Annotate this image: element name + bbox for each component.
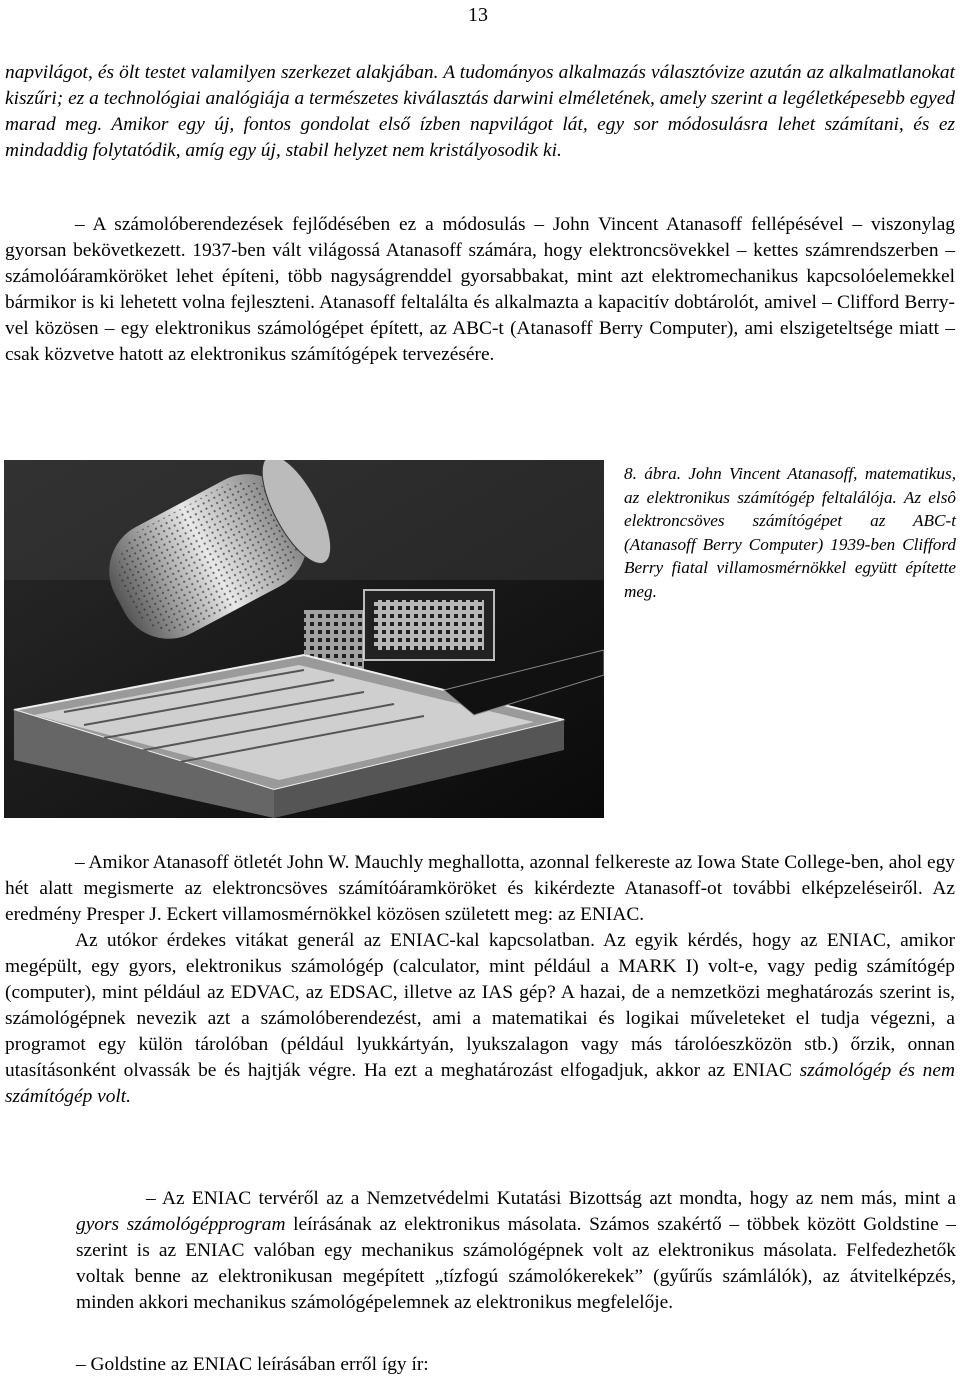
atanasoff-text: – A számolóberendezések fejlődésében ez a módosulás – John Vincent Atanasoff fellépésével – viszonylag gyorsan bekövetkezett. 1937-ben vált világossá Atanasoff számára, hogy elektroncsövekkel – kettes számrendszerben – számolóáramköröket lehet építeni, több nagyságrenddel gyorsabbakat, mint azt elektromechanikus kapcsolóelemekkel bármikor is ki lehetett volna fejleszteni. Atanasoff feltalálta és alkalmazta a kapacitív dobtárolót, amivel – Clifford Berry-vel közösen – egy elektronikus számológépet épített, az ABC-t (Atanasoff Berry Computer), ami elszigeteltsége miatt – csak közvetve hatott az elektronikus számítógépek tervezésére.	[5, 214, 955, 365]
intro-paragraph	[5, 60, 955, 164]
eniac-design-part1: – Az ENIAC tervéről az a Nemzetvédelmi Kutatási Bizottság azt mondta, hogy az nem más, mint a	[146, 1188, 956, 1209]
eniac-debate-paragraph	[5, 928, 955, 1110]
mauchly-paragraph	[5, 850, 955, 1110]
page-number: 13	[468, 4, 488, 26]
eniac-design-part2: leírásának az elektronikus másolata. Számos szakértő – többek között Goldstine – szerint is az ENIAC valóban egy mechanikus számológépnek volt az elektronikus másolata. Felfedezhetők voltak benne az elektronikusan megépített „tízfogú számolókerekek” (gyűrűs számlálók), az átvitelképzés, minden akkori mechanikus számológépelemnek az elektronikus megfelelője.	[76, 1214, 956, 1313]
goldstine-text: – Goldstine az ENIAC leírásában erről így ír:	[76, 1354, 429, 1375]
eniac-design-italic: gyors számológépprogram	[76, 1214, 286, 1235]
eniac-design-paragraph	[76, 1186, 956, 1316]
abc-computer-photo	[4, 460, 604, 818]
figure-caption	[624, 462, 956, 603]
eniac-debate-text: Az utókor érdekes vitákat generál az ENIAC-kal kapcsolatban. Az egyik kérdés, hogy az ENIAC, amikor megépült, egy gyors, elektronikus számológép (calculator, mint például a MARK I) volt-e, vagy pedig számítógép (computer), mint például az EDVAC, az EDSAC, illetve az IAS gép? A hazai, de a nemzetközi meghatározás szerint is, számológépnek nevezik azt a számolóberendezést, ami a matematikai és logikai műveleteket el tudja végezni, a programot egy külön tárolóban (például lyukkártyán, lyukszalagon vagy más tárolóeszközön stb.) őrzik, onnan utasításonként olvassák be és hajtják végre. Ha ezt a meghatározást elfogadjuk, akkor az ENIAC	[5, 930, 955, 1081]
goldstine-paragraph	[76, 1352, 956, 1378]
eniac-design-text	[76, 1186, 956, 1316]
atanasoff-paragraph	[5, 212, 955, 368]
mauchly-text: – Amikor Atanasoff ötletét John W. Mauchly meghallotta, azonnal felkereste az Iowa State College-ben, ahol egy hét alatt megismerte az elektroncsöves számítóáramköröket és kikérdezte Atanasoff-ot további elképzeléseiről. Az eredmény Presper J. Eckert villamosmérnökkel közösen született meg: az ENIAC.	[5, 852, 955, 925]
eniac-debate-italic: számológép és nem számítógép volt.	[5, 1060, 955, 1107]
figure-caption-text: 8. ábra. John Vincent Atanasoff, matematikus, az elektronikus számítógép feltalálója. Az elsô elektroncsöves számítógépet az ABC-t (Atanasoff Berry Computer) 1939-ben Clifford Berry fiatal villamosmérnökkel együtt építette meg.	[624, 464, 956, 601]
intro-text: napvilágot, és ölt testet valamilyen szerkezet alakjában. A tudományos alkalmazás választóvize azután az alkalmatlanokat kiszűri; ez a technológiai analógiája a természetes kiválasztás darwini elméletének, amely szerint a legéletképesebb egyed marad meg. Amikor egy új, fontos gondolat első ízben napvilágot lát, egy sor módosulásra lehet számítani, és ez mindaddig folytatódik, amíg egy új, stabil helyzet nem kristályosodik ki.	[5, 62, 955, 161]
